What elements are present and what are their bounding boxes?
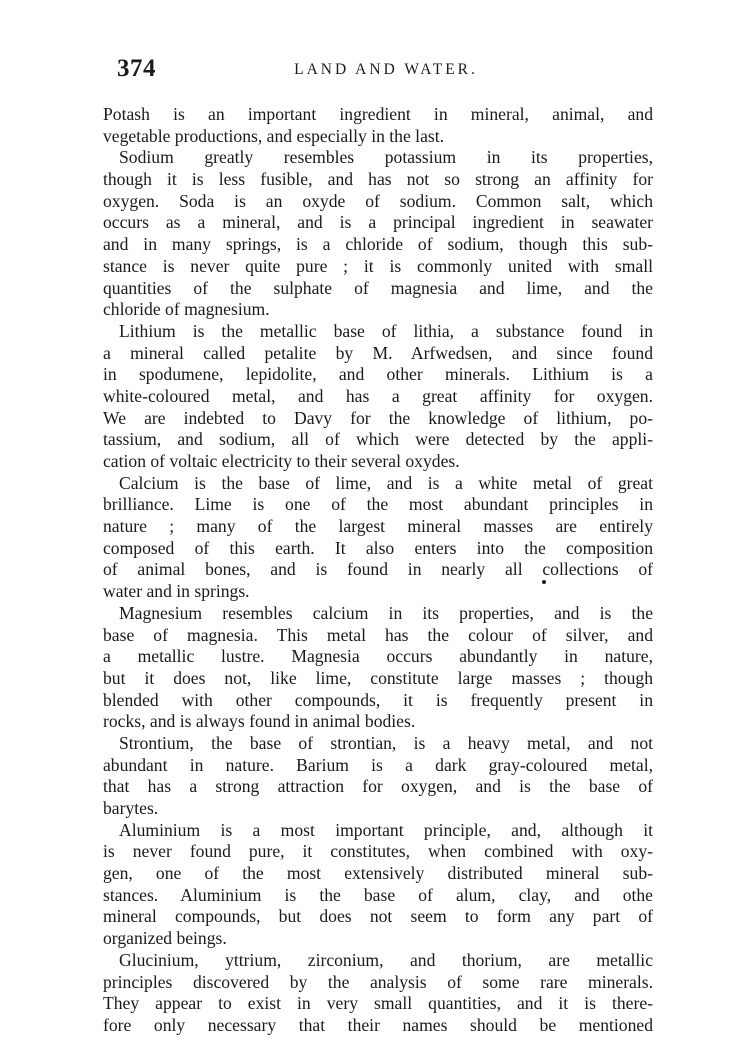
text-line: They appear to exist in very small quantities, and it is there-	[103, 993, 653, 1014]
text-line: We are indebted to Davy for the knowledge of lithium, po-	[103, 407, 653, 428]
text-line: stance is never quite pure ; it is commonly united with small	[103, 255, 653, 276]
text-line: though it is less fusible, and has not so strong an affinity for	[103, 169, 653, 190]
text-line: of animal bones, and is found in nearly all collections of	[103, 559, 653, 580]
paragraph	[103, 733, 653, 820]
text-line: organized beings.	[103, 928, 227, 949]
text-line: abundant in nature. Barium is a dark gray-coloured metal,	[103, 754, 653, 775]
paragraph	[103, 603, 653, 733]
text-line: Sodium greatly resembles potassium in its properties,	[119, 147, 653, 168]
paragraph	[103, 104, 653, 147]
text-line: blended with other compounds, it is frequently present in	[103, 689, 653, 710]
text-line: a mineral called petalite by M. Arfwedsen, and since found	[103, 342, 653, 363]
text-line: rocks, and is always found in animal bodies.	[103, 711, 416, 732]
text-line: occurs as a mineral, and is a principal ingredient in seawater	[103, 212, 653, 233]
page-header	[117, 55, 655, 85]
text-line: a metallic lustre. Magnesia occurs abundantly in nature,	[103, 646, 653, 667]
text-line: cation of voltaic electricity to their several oxydes.	[103, 451, 460, 471]
paragraph	[103, 950, 653, 1037]
paragraph	[103, 321, 653, 473]
text-line: mineral compounds, but does not seem to form any part of	[103, 906, 653, 927]
text-line: principles discovered by the analysis of some rare minerals.	[103, 971, 653, 992]
ink-speck	[542, 580, 546, 584]
text-line: oxygen. Soda is an oxyde of sodium. Common salt, which	[103, 190, 653, 211]
text-line: Potash is an important ingredient in mineral, animal, and	[103, 104, 653, 124]
paragraph	[103, 820, 653, 950]
text-line: white-coloured metal, and has a great affinity for oxygen.	[103, 385, 653, 406]
text-line: Glucinium, yttrium, zirconium, and thorium, are metallic	[119, 949, 653, 970]
text-line: but it does not, like lime, constitute large masses ; though	[103, 667, 653, 688]
paragraph	[103, 473, 653, 603]
text-line: composed of this earth. It also enters into the composition	[103, 537, 653, 558]
text-line: brilliance. Lime is one of the most abundant principles in	[103, 494, 653, 515]
text-line: that has a strong attraction for oxygen, and is the base of	[103, 776, 653, 797]
text-line: Calcium is the base of lime, and is a white metal of great	[119, 472, 653, 493]
text-line: Strontium, the base of strontian, is a heavy metal, and not	[119, 732, 653, 753]
text-line: tassium, and sodium, all of which were detected by the appli-	[103, 429, 653, 450]
text-line: nature ; many of the largest mineral masses are entirely	[103, 516, 653, 537]
text-line: vegetable productions, and especially in the last.	[103, 125, 445, 146]
text-line: and in many springs, is a chloride of sodium, though this sub-	[103, 234, 653, 255]
text-line: in spodumene, lepidolite, and other minerals. Lithium is a	[103, 364, 653, 385]
text-line: Magnesium resembles calcium in its properties, and is the	[119, 602, 653, 623]
body-text	[103, 104, 653, 1037]
text-line: Aluminium is a most important principle, and, although it	[119, 819, 653, 840]
text-line: Lithium is the metallic base of lithia, a substance found in	[119, 320, 653, 341]
paragraph	[103, 147, 653, 321]
text-line: fore only necessary that their names should be mentioned	[103, 1014, 653, 1035]
text-line: chloride of magnesium.	[103, 299, 270, 320]
text-line: water and in springs.	[103, 581, 250, 602]
running-head: LAND AND WATER.	[294, 61, 478, 78]
text-line: stances. Aluminium is the base of alum, clay, and othe	[103, 884, 653, 905]
text-line: is never found pure, it constitutes, when combined with oxy-	[103, 841, 653, 862]
page-number: 374	[117, 55, 156, 82]
text-line: barytes.	[103, 798, 159, 818]
text-line: base of magnesia. This metal has the colour of silver, and	[103, 624, 653, 645]
text-line: quantities of the sulphate of magnesia and lime, and the	[103, 277, 653, 298]
text-line: gen, one of the most extensively distributed mineral sub-	[103, 863, 653, 884]
